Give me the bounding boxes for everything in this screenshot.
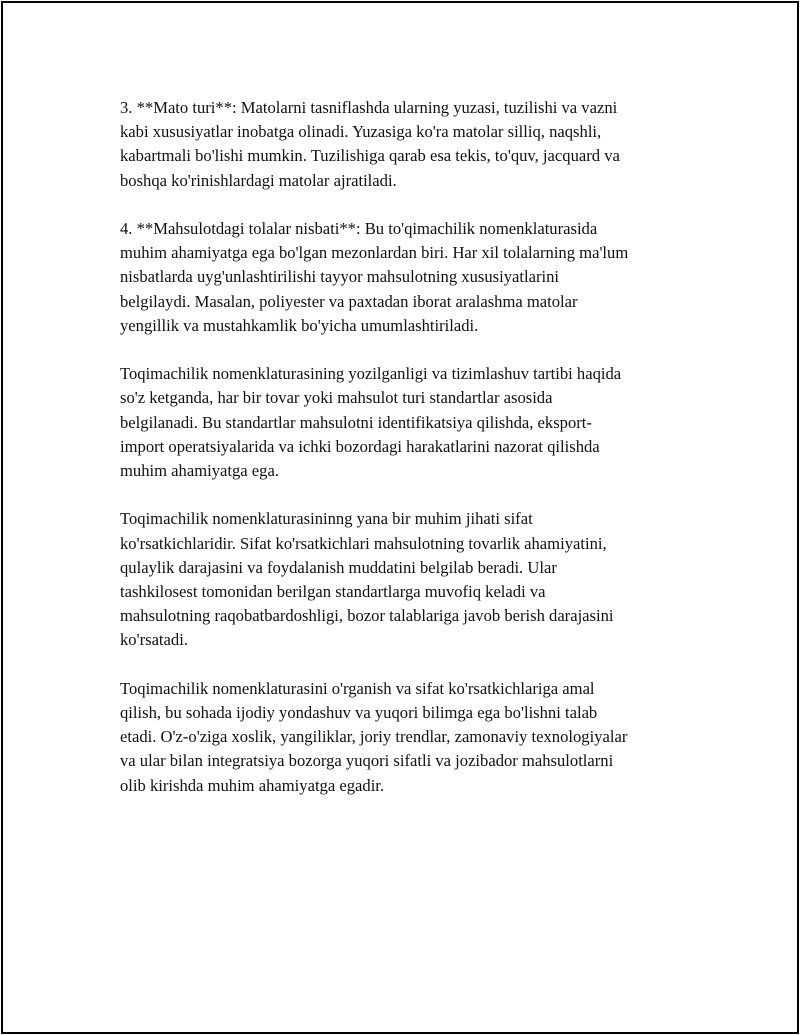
text-line: kabartmali bo'lishi mumkin. Tuzilishiga qarab esa tekis, to'quv, jacquard va — [120, 146, 620, 166]
text-line: ko'rsatadi. — [120, 630, 188, 650]
text-line: so'z ketganda, har bir tovar yoki mahsulot turi standartlar asosida — [120, 388, 553, 408]
text-line: belgilaydi. Masalan, poliyester va paxtadan iborat aralashma matolar — [120, 291, 578, 311]
text-line: 3. **Mato turi**: Matolarni tasniflashda ularning yuzasi, tuzilishi va vazni — [120, 98, 618, 117]
text-line: boshqa ko'rinishlardagi matolar ajratiladi. — [120, 170, 397, 190]
text-line: mahsulotning raqobatbardoshligi, bozor talablariga javob berish darajasini — [120, 606, 614, 626]
text-line: etadi. O'z-o'ziga xoslik, yangiliklar, joriy trendlar, zamonaviy texnologiyalar — [120, 727, 628, 747]
text-line: qilish, bu sohada ijodiy yondashuv va yuqori bilimga ega bo'lishni talab — [120, 703, 598, 723]
text-line: qulaylik darajasini va foydalanish muddatini belgilab beradi. Ular — [120, 557, 557, 577]
paragraph-tolalar-nisbati — [120, 217, 700, 338]
text-line: Toqimachilik nomenklaturasining yozilganligi va tizimlashuv tartibi haqida — [120, 364, 622, 384]
text-line: 4. **Mahsulotdagi tolalar nisbati**: Bu to'qimachilik nomenklaturasida — [120, 219, 598, 238]
paragraph-standartlar — [120, 362, 700, 483]
text-line: belgilanadi. Bu standartlar mahsulotni identifikatsiya qilishda, eksport- — [120, 412, 592, 432]
paragraph-organish — [120, 677, 700, 798]
page-frame — [1, 1, 799, 1034]
paragraph-mato-turi — [120, 96, 700, 193]
document-body — [120, 96, 700, 822]
text-line: muhim ahamiyatga ega bo'lgan mezonlardan biri. Har xil tolalarning ma'lum — [120, 243, 629, 263]
text-line: yengillik va mustahkamlik bo'yicha umumlashtiriladi. — [120, 315, 479, 335]
text-line: va ular bilan integratsiya bozorga yuqori sifatli va jozibador mahsulotlarni — [120, 751, 614, 771]
text-line: muhim ahamiyatga ega. — [120, 461, 279, 481]
text-line: tashkilosest tomonidan berilgan standartlarga muvofiq keladi va — [120, 582, 546, 602]
text-line: kabi xususiyatlar inobatga olinadi. Yuzasiga ko'ra matolar silliq, naqshli, — [120, 122, 602, 142]
text-line: ko'rsatkichlaridir. Sifat ko'rsatkichlari mahsulotning tovarlik ahamiyatini, — [120, 533, 607, 553]
text-line: Toqimachilik nomenklaturasininng yana bir muhim jihati sifat — [120, 509, 533, 529]
text-line: olib kirishda muhim ahamiyatga egadir. — [120, 775, 385, 795]
text-line: nisbatlarda uyg'unlashtirilishi tayyor mahsulotning xususiyatlarini — [120, 267, 559, 287]
text-line: Toqimachilik nomenklaturasini o'rganish va sifat ko'rsatkichlariga amal — [120, 678, 595, 698]
text-line: import operatsiyalarida va ichki bozordagi harakatlarini nazorat qilishda — [120, 436, 600, 456]
paragraph-sifat-korsatkichlari — [120, 507, 700, 652]
